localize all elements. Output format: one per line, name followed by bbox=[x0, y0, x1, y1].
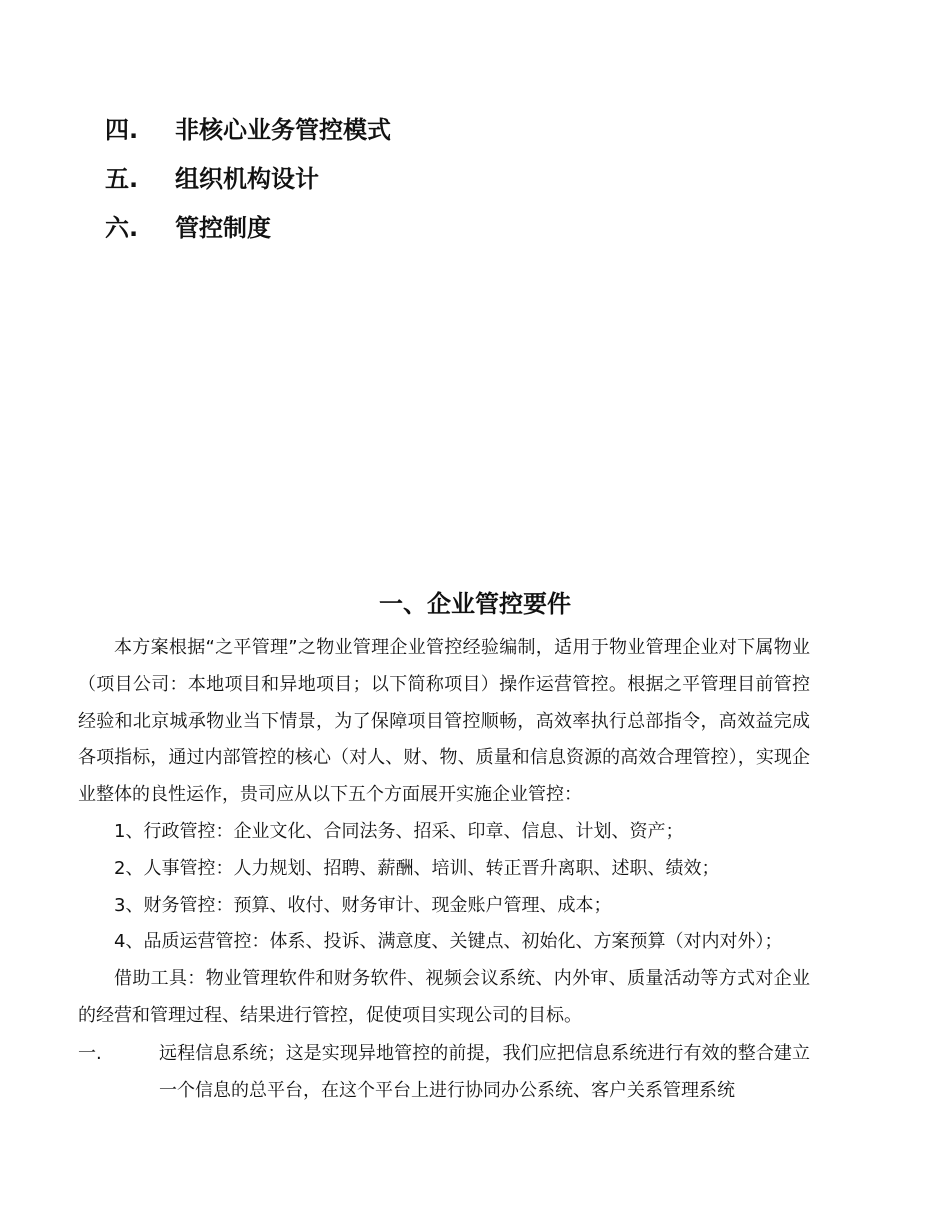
numbered-item bbox=[78, 1036, 810, 1110]
body-text bbox=[78, 630, 810, 1035]
toc-label: 组织机构设计 bbox=[175, 165, 319, 193]
tools-paragraph: 借助工具：物业管理软件和财务软件、视频会议系统、内外审、质量活动等方式对企业的经营和管理过程、结果进行管控，促使项目实现公司的目标。 bbox=[78, 968, 810, 1026]
toc-item-5 bbox=[105, 163, 319, 195]
numbered-item-marker: 一. bbox=[78, 1043, 102, 1064]
intro-paragraph: 本方案根据“之平管理”之物业管理企业管控经验编制，适用于物业管理企业对下属物业（项目公司：本地项目和异地项目；以下简称项目）操作运营管控。根据之平管理目前管控经验和北京城承物业当下情景，为了保障项目管控顺畅，高效率执行总部指令，高效益完成各项指标，通过内部管控的核心（对人、财、物、质量和信息资源的高效合理管控），实现企业整体的良性运作，贵司应从以下五个方面展开实施企业管控： bbox=[78, 637, 810, 806]
section-title: 一、企业管控要件 bbox=[379, 590, 571, 618]
toc-number: 四. bbox=[105, 116, 139, 144]
toc-item-4 bbox=[105, 114, 391, 146]
toc-label: 非核心业务管控模式 bbox=[175, 116, 391, 144]
toc-number: 五. bbox=[105, 165, 139, 193]
list-item-hr: 2、人事管控：人力规划、招聘、薪酬、培训、转正晋升离职、述职、绩效； bbox=[114, 857, 720, 879]
toc-item-6 bbox=[105, 212, 271, 244]
list-item-finance: 3、财务管控：预算、收付、财务审计、现金账户管理、成本； bbox=[114, 894, 612, 916]
numbered-item-text: 远程信息系统；这是实现异地管控的前提，我们应把信息系统进行有效的整合建立一个信息的总平台，在这个平台上进行协同办公系统、客户关系管理系统 bbox=[159, 1043, 810, 1101]
list-item-admin: 1、行政管控：企业文化、合同法务、招采、印章、信息、计划、资产； bbox=[114, 820, 684, 842]
toc-number: 六. bbox=[105, 214, 139, 242]
toc-label: 管控制度 bbox=[175, 214, 271, 242]
list-item-quality: 4、品质运营管控：体系、投诉、满意度、关键点、初始化、方案预算（对内对外）； bbox=[114, 931, 783, 953]
